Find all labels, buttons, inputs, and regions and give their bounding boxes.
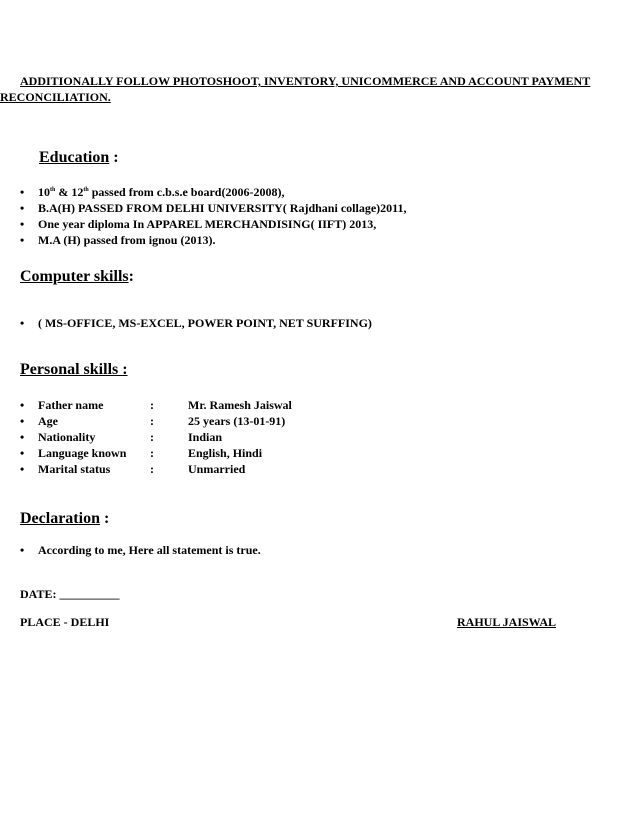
field-separator: :: [150, 446, 154, 460]
list-item: [20, 413, 292, 429]
computer-skills-heading-text: Computer skills: [20, 268, 129, 285]
declaration-heading-colon: :: [99, 510, 110, 527]
field-label: • Age: [38, 414, 58, 428]
computer-skills-list: [20, 315, 372, 331]
edu-text: & 12: [55, 185, 84, 199]
field-value: Indian: [188, 430, 223, 444]
field-value: Unmarried: [188, 462, 246, 476]
list-item: • M.A (H) passed from ignou (2013).: [20, 232, 406, 248]
personal-skills-list: [20, 397, 292, 477]
edu-text: passed from c.b.s.e board(2006-2008),: [88, 185, 285, 199]
field-label: • Father name: [38, 398, 104, 412]
list-item: • ( MS-OFFICE, MS-EXCEL, POWER POINT, NET SURFFING): [20, 315, 372, 331]
list-item: • According to me, Here all statement is true.: [20, 542, 261, 558]
list-item: [20, 445, 292, 461]
education-heading: [39, 148, 119, 168]
list-item: • B.A(H) PASSED FROM DELHI UNIVERSITY( Rajdhani collage)2011,: [20, 200, 406, 216]
field-label: • Nationality: [38, 430, 96, 444]
edu-sup: th: [83, 187, 89, 193]
field-separator: :: [150, 430, 154, 444]
field-value: English, Hindi: [188, 446, 263, 460]
date-line: DATE: __________: [20, 587, 120, 601]
computer-skills-heading: [20, 267, 134, 287]
list-item: [20, 461, 292, 477]
intro-line-1: ADDITIONALLY FOLLOW PHOTOSHOOT, INVENTORY, UNICOMMERCE AND ACCOUNT PAYMENT: [20, 74, 591, 88]
computer-skills-heading-colon: :: [128, 268, 134, 285]
personal-skills-heading-text: Personal skills :: [20, 361, 128, 378]
list-item: [20, 429, 292, 445]
signature-name: RAHUL JAISWAL: [457, 615, 557, 629]
declaration-heading: [20, 509, 109, 529]
education-heading-text: Education: [39, 149, 110, 166]
field-separator: :: [150, 414, 154, 428]
field-label: • Marital status: [38, 462, 111, 476]
list-item: [20, 397, 292, 413]
field-value: 25 years (13-01-91): [188, 414, 286, 428]
field-separator: :: [150, 398, 154, 412]
place-line: PLACE - DELHI: [20, 615, 110, 629]
education-list: [20, 184, 406, 248]
personal-skills-heading: [20, 360, 128, 380]
list-item: [20, 184, 406, 200]
education-heading-colon: :: [109, 149, 119, 166]
field-value: Mr. Ramesh Jaiswal: [188, 398, 292, 412]
field-label: • Language known: [38, 446, 127, 460]
edu-text: 10: [38, 185, 50, 199]
list-item: • One year diploma In APPAREL MERCHANDISING( IIFT) 2013,: [20, 216, 406, 232]
edu-sup: th: [50, 187, 56, 193]
intro-line-2: RECONCILIATION.: [0, 90, 111, 104]
field-separator: :: [150, 462, 154, 476]
declaration-list: [20, 542, 261, 558]
declaration-heading-text: Declaration: [20, 510, 100, 527]
intro-paragraph: [0, 73, 632, 105]
